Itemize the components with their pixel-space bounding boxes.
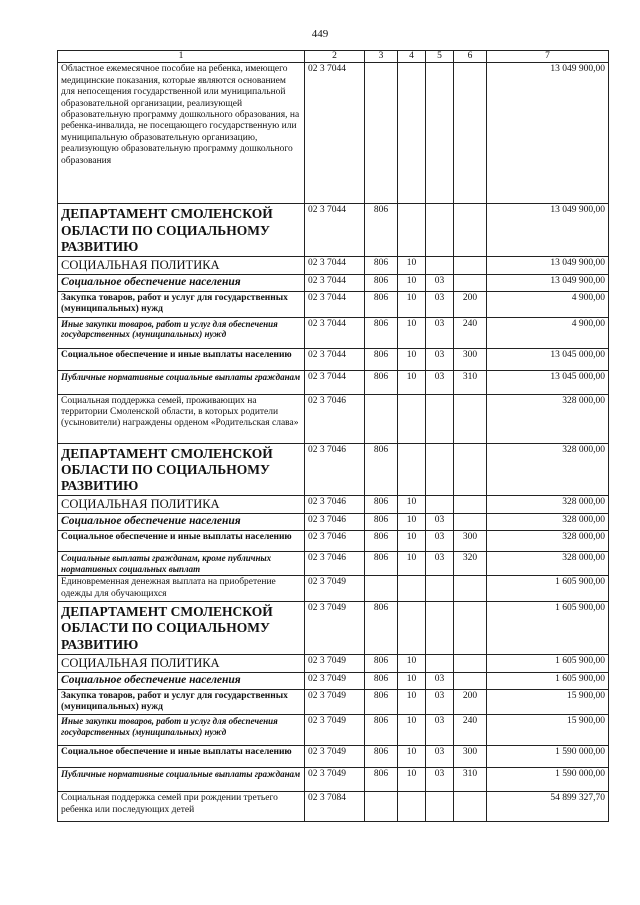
row-c4: 10 — [398, 654, 426, 672]
row-c3 — [365, 576, 398, 602]
table-row — [58, 654, 609, 672]
row-c6: 240 — [454, 317, 487, 348]
row-name: Социальное обеспечение населения — [58, 672, 305, 689]
row-code: 02 3 7044 — [305, 348, 365, 370]
table-row — [58, 204, 609, 257]
row-code: 02 3 7046 — [305, 394, 365, 443]
row-c4: 10 — [398, 256, 426, 274]
row-c6 — [454, 602, 487, 655]
row-c4 — [398, 394, 426, 443]
table-row — [58, 746, 609, 768]
table-row — [58, 291, 609, 317]
row-amount: 328 000,00 — [487, 514, 609, 531]
row-c6: 320 — [454, 551, 487, 576]
row-code: 02 3 7044 — [305, 370, 365, 394]
row-c4: 10 — [398, 317, 426, 348]
row-c5 — [426, 496, 454, 514]
row-c3: 806 — [365, 291, 398, 317]
row-code: 02 3 7044 — [305, 63, 365, 204]
row-c3: 806 — [365, 689, 398, 715]
col-header: 7 — [487, 51, 609, 63]
row-c3 — [365, 63, 398, 204]
row-c6: 310 — [454, 768, 487, 792]
row-name: Социальные выплаты гражданам, кроме публичных нормативных социальных выплат — [58, 551, 305, 576]
row-c3: 806 — [365, 370, 398, 394]
row-name: Социальное обеспечение и иные выплаты населению — [58, 746, 305, 768]
row-name: Социальное обеспечение и иные выплаты населению — [58, 348, 305, 370]
row-name: ДЕПАРТАМЕНТ СМОЛЕНСКОЙ ОБЛАСТИ ПО СОЦИАЛЬНОМУ РАЗВИТИЮ — [58, 204, 305, 257]
row-c6 — [454, 496, 487, 514]
page-number: 449 — [311, 28, 329, 40]
row-c6 — [454, 443, 487, 496]
table-row — [58, 530, 609, 551]
row-amount: 1 605 900,00 — [487, 654, 609, 672]
row-c6: 300 — [454, 348, 487, 370]
row-name: СОЦИАЛЬНАЯ ПОЛИТИКА — [58, 256, 305, 274]
table-row — [58, 256, 609, 274]
row-c5 — [426, 256, 454, 274]
row-c6 — [454, 514, 487, 531]
row-amount: 13 049 900,00 — [487, 274, 609, 291]
table-row — [58, 551, 609, 576]
table-row — [58, 715, 609, 746]
row-code: 02 3 7044 — [305, 204, 365, 257]
row-amount: 13 045 000,00 — [487, 370, 609, 394]
row-c6: 300 — [454, 746, 487, 768]
row-c3: 806 — [365, 654, 398, 672]
row-name: СОЦИАЛЬНАЯ ПОЛИТИКА — [58, 496, 305, 514]
row-code: 02 3 7044 — [305, 274, 365, 291]
row-c3: 806 — [365, 204, 398, 257]
row-c6: 300 — [454, 530, 487, 551]
row-c3: 806 — [365, 551, 398, 576]
row-c5 — [426, 63, 454, 204]
row-amount: 1 590 000,00 — [487, 768, 609, 792]
row-c4: 10 — [398, 715, 426, 746]
row-code: 02 3 7046 — [305, 443, 365, 496]
row-c5 — [426, 654, 454, 672]
row-c3: 806 — [365, 317, 398, 348]
row-c6 — [454, 256, 487, 274]
row-c3: 806 — [365, 672, 398, 689]
row-name: Публичные нормативные социальные выплаты гражданам — [58, 768, 305, 792]
row-c3: 806 — [365, 768, 398, 792]
row-c6: 240 — [454, 715, 487, 746]
row-c4: 10 — [398, 689, 426, 715]
row-c4: 10 — [398, 370, 426, 394]
row-c5: 03 — [426, 317, 454, 348]
row-code: 02 3 7044 — [305, 317, 365, 348]
row-amount: 15 900,00 — [487, 689, 609, 715]
row-c3: 806 — [365, 443, 398, 496]
row-c4 — [398, 63, 426, 204]
row-c4: 10 — [398, 672, 426, 689]
row-name: СОЦИАЛЬНАЯ ПОЛИТИКА — [58, 654, 305, 672]
table-row — [58, 394, 609, 443]
table-row — [58, 370, 609, 394]
row-name: Иные закупки товаров, работ и услуг для обеспечения государственных (муниципальных) нужд — [58, 715, 305, 746]
row-amount: 13 049 900,00 — [487, 256, 609, 274]
row-name: Социальная поддержка семей, проживающих на территории Смоленской области, в которых родители (усыновители) награждены орденом «Родительская слава» — [58, 394, 305, 443]
row-amount: 1 605 900,00 — [487, 576, 609, 602]
row-amount: 328 000,00 — [487, 394, 609, 443]
row-amount: 13 049 900,00 — [487, 63, 609, 204]
row-c4 — [398, 576, 426, 602]
row-code: 02 3 7046 — [305, 514, 365, 531]
row-name: Областное ежемесячное пособие на ребенка, имеющего медицинские показания, которые являются основанием для непосещения государственной или муниципальной образовательной организации, реализующей образовательную программу дошкольного образования, на ребенка-инвалида, не посещающего государственную или муниципальную образовательную организацию, реализующую образовательную программу дошкольного образования — [58, 63, 305, 204]
row-amount: 328 000,00 — [487, 551, 609, 576]
row-c3: 806 — [365, 602, 398, 655]
row-code: 02 3 7049 — [305, 746, 365, 768]
row-c4: 10 — [398, 348, 426, 370]
row-c4: 10 — [398, 551, 426, 576]
table-row — [58, 317, 609, 348]
row-name: Социальное обеспечение населения — [58, 274, 305, 291]
row-c5: 03 — [426, 291, 454, 317]
col-header: 1 — [58, 51, 305, 63]
row-c4 — [398, 792, 426, 822]
col-header: 2 — [305, 51, 365, 63]
row-amount: 328 000,00 — [487, 443, 609, 496]
table-row — [58, 514, 609, 531]
row-code: 02 3 7049 — [305, 576, 365, 602]
table-body — [58, 63, 609, 822]
row-code: 02 3 7049 — [305, 715, 365, 746]
table-row — [58, 602, 609, 655]
row-c4: 10 — [398, 530, 426, 551]
row-c4: 10 — [398, 291, 426, 317]
row-code: 02 3 7046 — [305, 496, 365, 514]
row-name: ДЕПАРТАМЕНТ СМОЛЕНСКОЙ ОБЛАСТИ ПО СОЦИАЛЬНОМУ РАЗВИТИЮ — [58, 443, 305, 496]
col-header: 4 — [398, 51, 426, 63]
row-c6: 200 — [454, 689, 487, 715]
row-code: 02 3 7049 — [305, 689, 365, 715]
row-amount: 13 049 900,00 — [487, 204, 609, 257]
row-c6 — [454, 576, 487, 602]
row-amount: 1 605 900,00 — [487, 602, 609, 655]
row-c5: 03 — [426, 715, 454, 746]
table-row — [58, 443, 609, 496]
row-c4 — [398, 443, 426, 496]
row-amount: 4 900,00 — [487, 317, 609, 348]
row-name: Закупка товаров, работ и услуг для государственных (муниципальных) нужд — [58, 689, 305, 715]
row-c6 — [454, 63, 487, 204]
row-c5: 03 — [426, 672, 454, 689]
budget-table — [57, 50, 609, 822]
row-c6 — [454, 204, 487, 257]
table-row — [58, 496, 609, 514]
row-amount: 1 605 900,00 — [487, 672, 609, 689]
row-amount: 54 899 327,70 — [487, 792, 609, 822]
table-row — [58, 576, 609, 602]
row-name: Закупка товаров, работ и услуг для государственных (муниципальных) нужд — [58, 291, 305, 317]
row-c5: 03 — [426, 746, 454, 768]
row-c5 — [426, 204, 454, 257]
row-c6: 200 — [454, 291, 487, 317]
row-name: Единовременная денежная выплата на приобретение одежды для обучающихся — [58, 576, 305, 602]
row-c5 — [426, 576, 454, 602]
row-c6 — [454, 792, 487, 822]
row-c5: 03 — [426, 551, 454, 576]
row-c4: 10 — [398, 746, 426, 768]
row-amount: 328 000,00 — [487, 530, 609, 551]
row-c6 — [454, 672, 487, 689]
row-c3: 806 — [365, 496, 398, 514]
row-c3: 806 — [365, 348, 398, 370]
row-amount: 1 590 000,00 — [487, 746, 609, 768]
row-c4: 10 — [398, 274, 426, 291]
row-c6 — [454, 654, 487, 672]
row-amount: 4 900,00 — [487, 291, 609, 317]
row-c5: 03 — [426, 274, 454, 291]
table-row — [58, 689, 609, 715]
row-c3: 806 — [365, 715, 398, 746]
row-code: 02 3 7049 — [305, 672, 365, 689]
row-name: Социальное обеспечение и иные выплаты населению — [58, 530, 305, 551]
col-header: 3 — [365, 51, 398, 63]
row-c5: 03 — [426, 689, 454, 715]
row-amount: 15 900,00 — [487, 715, 609, 746]
row-name: Иные закупки товаров, работ и услуг для обеспечения государственных (муниципальных) нужд — [58, 317, 305, 348]
row-amount: 13 045 000,00 — [487, 348, 609, 370]
row-c4 — [398, 602, 426, 655]
row-code: 02 3 7049 — [305, 602, 365, 655]
row-c5: 03 — [426, 514, 454, 531]
row-code: 02 3 7044 — [305, 256, 365, 274]
row-code: 02 3 7084 — [305, 792, 365, 822]
row-c5 — [426, 394, 454, 443]
row-c3: 806 — [365, 530, 398, 551]
row-c6 — [454, 274, 487, 291]
table-row — [58, 274, 609, 291]
row-amount: 328 000,00 — [487, 496, 609, 514]
row-c5: 03 — [426, 348, 454, 370]
table-row — [58, 768, 609, 792]
row-c3: 806 — [365, 746, 398, 768]
row-c4: 10 — [398, 514, 426, 531]
row-c6 — [454, 394, 487, 443]
row-c5 — [426, 443, 454, 496]
row-c4 — [398, 204, 426, 257]
row-c5 — [426, 602, 454, 655]
row-c6: 310 — [454, 370, 487, 394]
row-c3: 806 — [365, 256, 398, 274]
row-c3: 806 — [365, 274, 398, 291]
table-row — [58, 792, 609, 822]
col-header: 5 — [426, 51, 454, 63]
row-code: 02 3 7044 — [305, 291, 365, 317]
row-c5 — [426, 792, 454, 822]
row-c3 — [365, 792, 398, 822]
row-code: 02 3 7049 — [305, 654, 365, 672]
row-name: Социальная поддержка семей при рождении третьего ребенка или последующих детей — [58, 792, 305, 822]
row-c4: 10 — [398, 768, 426, 792]
row-code: 02 3 7049 — [305, 768, 365, 792]
row-c5: 03 — [426, 370, 454, 394]
row-c5: 03 — [426, 530, 454, 551]
table-row — [58, 672, 609, 689]
row-c4: 10 — [398, 496, 426, 514]
row-name: Социальное обеспечение населения — [58, 514, 305, 531]
row-c3 — [365, 394, 398, 443]
row-name: ДЕПАРТАМЕНТ СМОЛЕНСКОЙ ОБЛАСТИ ПО СОЦИАЛЬНОМУ РАЗВИТИЮ — [58, 602, 305, 655]
row-c5: 03 — [426, 768, 454, 792]
row-name: Публичные нормативные социальные выплаты гражданам — [58, 370, 305, 394]
row-c3: 806 — [365, 514, 398, 531]
col-header: 6 — [454, 51, 487, 63]
table-row — [58, 63, 609, 204]
row-code: 02 3 7046 — [305, 530, 365, 551]
table-row — [58, 348, 609, 370]
row-code: 02 3 7046 — [305, 551, 365, 576]
header-row — [58, 51, 609, 63]
